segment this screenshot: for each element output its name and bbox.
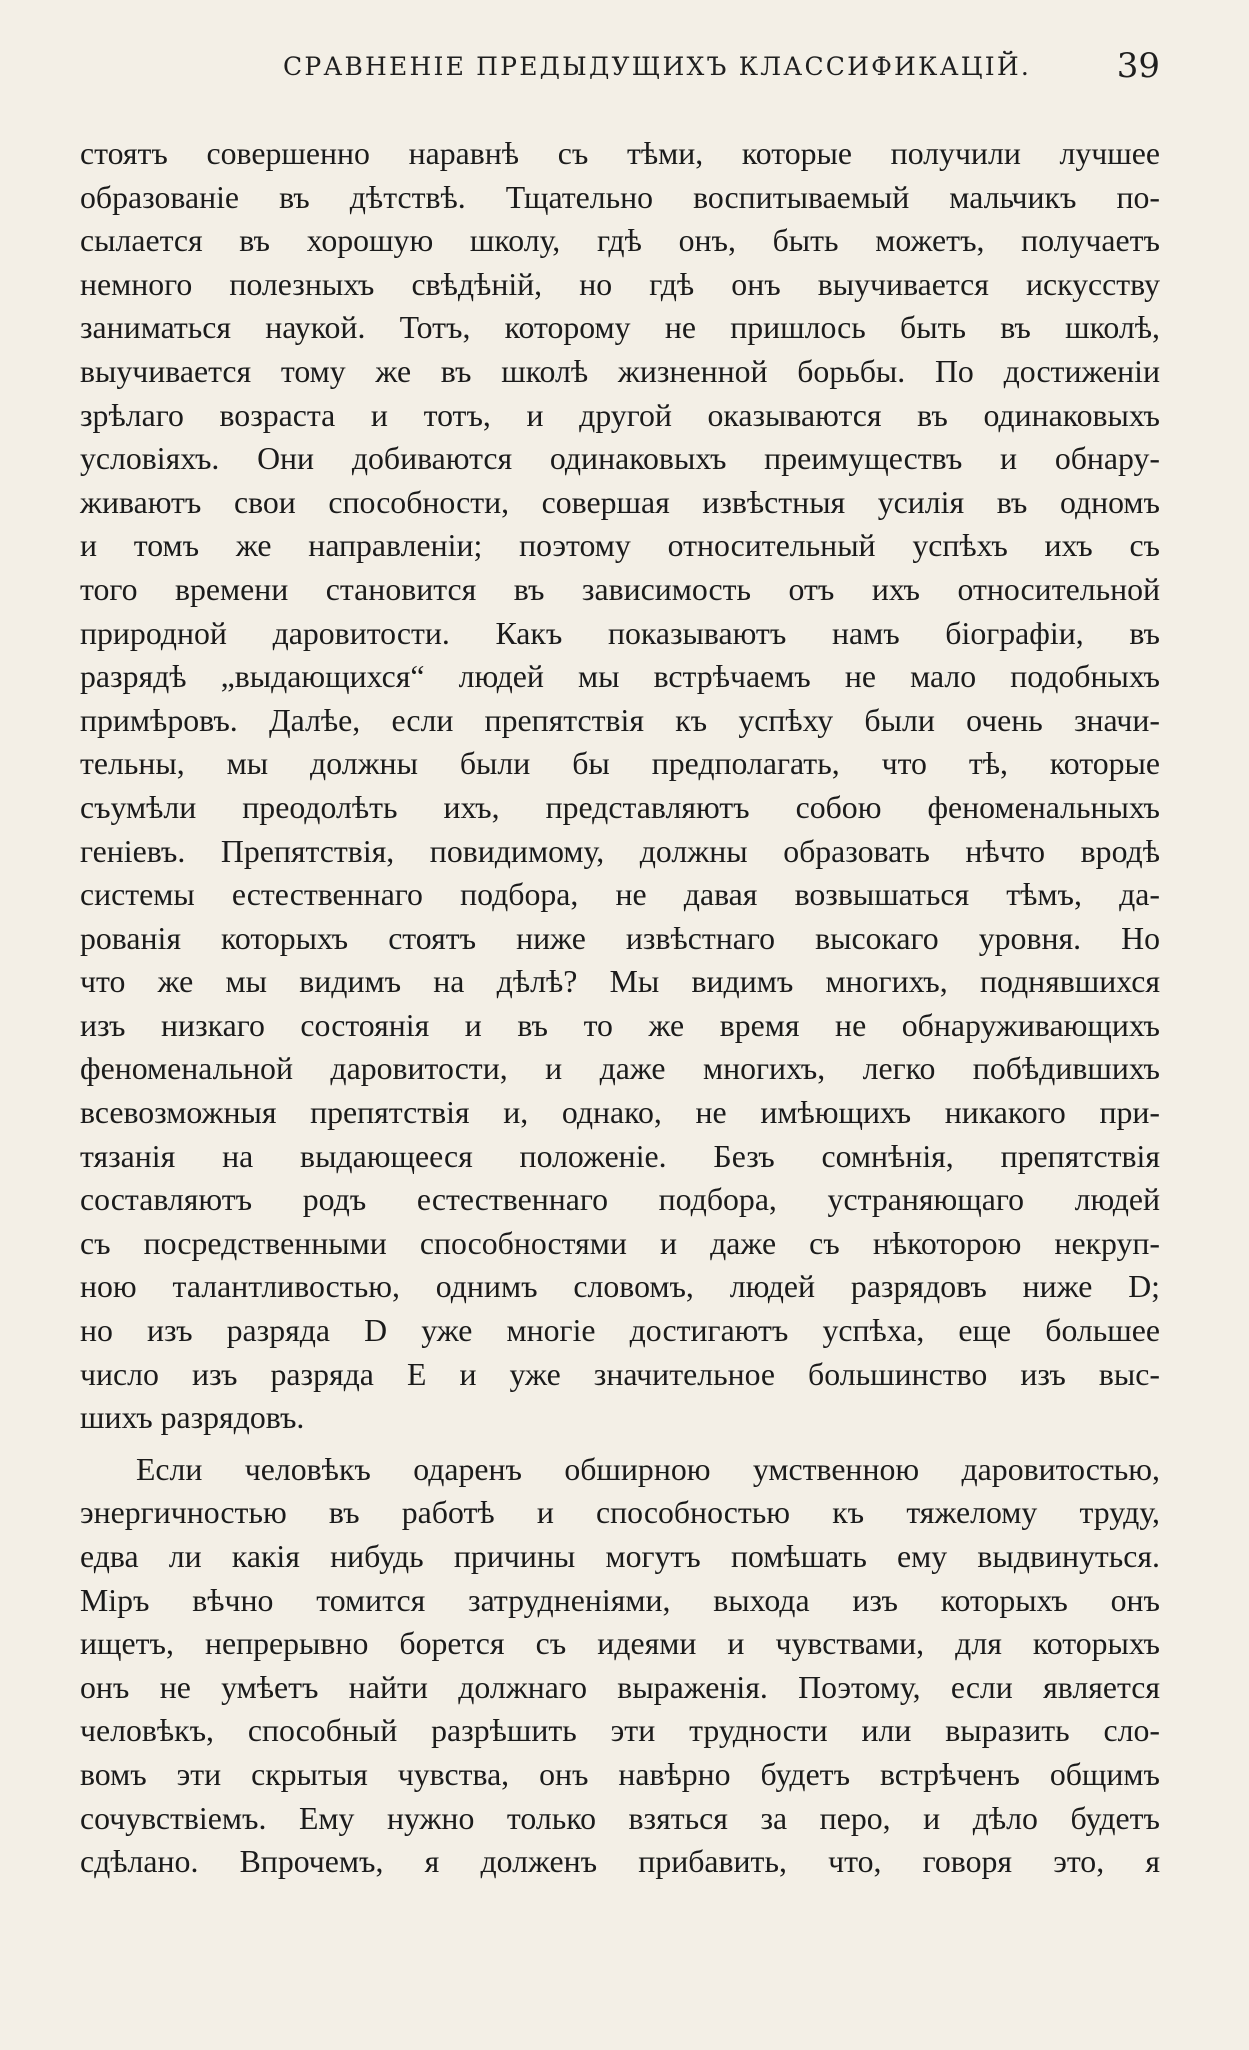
text-line: энергичностью въ работѣ и способностью къ тяжелому труду, [80, 1495, 1160, 1531]
text-line: и томъ же направленіи; поэтому относительный успѣхъ ихъ съ [80, 528, 1160, 564]
paragraph [80, 1448, 1160, 1884]
text-line: зрѣлаго возраста и тотъ, и другой оказываются въ одинаковыхъ [80, 397, 1160, 433]
text-line: сдѣлано. Впрочемъ, я долженъ прибавить, что, говоря это, я [80, 1844, 1160, 1880]
text-line: съ посредственными способностями и даже съ нѣкоторою некруп- [80, 1225, 1160, 1261]
text-line: ищетъ, непрерывно борется съ идеями и чувствами, для которыхъ [80, 1626, 1160, 1662]
text-line: системы естественнаго подбора, не давая возвышаться тѣмъ, да- [80, 877, 1160, 913]
text-line: Если человѣкъ одаренъ обширною умственною даровитостью, [136, 1451, 1160, 1487]
text-line: стоятъ совершенно наравнѣ съ тѣми, которые получили лучшее [80, 136, 1160, 171]
text-line: шихъ разрядовъ. [80, 1400, 305, 1436]
text-line: вомъ эти скрытыя чувства, онъ навѣрно будетъ встрѣченъ общимъ [80, 1756, 1160, 1792]
text-line: немного полезныхъ свѣдѣній, но гдѣ онъ выучивается искусству [80, 266, 1160, 302]
text-line: всевозможныя препятствія и, однако, не имѣющихъ никакого при- [80, 1095, 1160, 1131]
text-line: составляютъ родъ естественнаго подбора, устраняющаго людей [80, 1182, 1160, 1218]
text-line: примѣровъ. Далѣе, если препятствія къ успѣху были очень значи- [80, 702, 1160, 738]
text-line: человѣкъ, способный разрѣшить эти трудности или выразить сло- [80, 1713, 1160, 1749]
text-line: онъ не умѣетъ найти должнаго выраженія. Поэтому, если является [80, 1669, 1160, 1705]
paragraph [80, 132, 1160, 1440]
text-line: живаютъ свои способности, совершая извѣстныя усилія въ одномъ [80, 484, 1160, 520]
text-line: изъ низкаго состоянія и въ то же время не обнаруживающихъ [80, 1007, 1160, 1043]
page-number: 39 [1116, 46, 1160, 86]
text-line: съумѣли преодолѣть ихъ, представляютъ собою феноменальныхъ [80, 789, 1160, 825]
text-line: но изъ разряда D уже многіе достигаютъ успѣха, еще большее [80, 1313, 1160, 1349]
text-line: сочувствіемъ. Ему нужно только взяться за перо, и дѣло будетъ [80, 1800, 1160, 1836]
page-header [80, 46, 1160, 90]
text-line: образованіе въ дѣтствѣ. Тщательно воспитываемый мальчикъ по- [80, 179, 1160, 215]
text-line: условіяхъ. Они добиваются одинаковыхъ преимуществъ и обнару- [80, 441, 1160, 477]
text-line: разрядѣ „выдающихся“ людей мы встрѣчаемъ не мало подобныхъ [80, 659, 1160, 695]
text-line: едва ли какія нибудь причины могутъ помѣшать ему выдвинуться. [80, 1539, 1160, 1574]
text-line: тельны, мы должны были бы предполагать, что тѣ, которые [80, 746, 1160, 782]
text-line: природной даровитости. Какъ показываютъ намъ біографіи, въ [80, 615, 1160, 651]
text-line: феноменальной даровитости, и даже многихъ, легко побѣдившихъ [80, 1051, 1160, 1087]
text-line: что же мы видимъ на дѣлѣ? Мы видимъ многихъ, поднявшихся [80, 964, 1160, 1000]
text-line: рованія которыхъ стоятъ ниже извѣстнаго высокаго уровня. Но [80, 920, 1160, 956]
text-line: того времени становится въ зависимость отъ ихъ относительной [80, 571, 1160, 607]
text-line: число изъ разряда E и уже значительное большинство изъ выс- [80, 1356, 1160, 1392]
body-text [80, 132, 1160, 1884]
paragraph-gap [80, 1440, 1160, 1448]
text-line: Міръ вѣчно томится затрудненіями, выхода изъ которыхъ онъ [80, 1582, 1160, 1618]
running-title: СРАВНЕНІЕ ПРЕДЫДУЩИХЪ КЛАССИФИКАЦІЙ. [283, 52, 1031, 81]
text-line: ною талантливостью, однимъ словомъ, людей разрядовъ ниже D; [80, 1269, 1160, 1305]
text-line: тязанія на выдающееся положеніе. Безъ сомнѣнія, препятствія [80, 1138, 1160, 1174]
text-line: сылается въ хорошую школу, гдѣ онъ, быть можетъ, получаетъ [80, 223, 1160, 259]
text-line: заниматься наукой. Тотъ, которому не пришлось быть въ школѣ, [80, 310, 1160, 346]
text-line: геніевъ. Препятствія, повидимому, должны образовать нѣчто вродѣ [80, 833, 1160, 869]
text-line: выучивается тому же въ школѣ жизненной борьбы. По достиженіи [80, 353, 1160, 389]
